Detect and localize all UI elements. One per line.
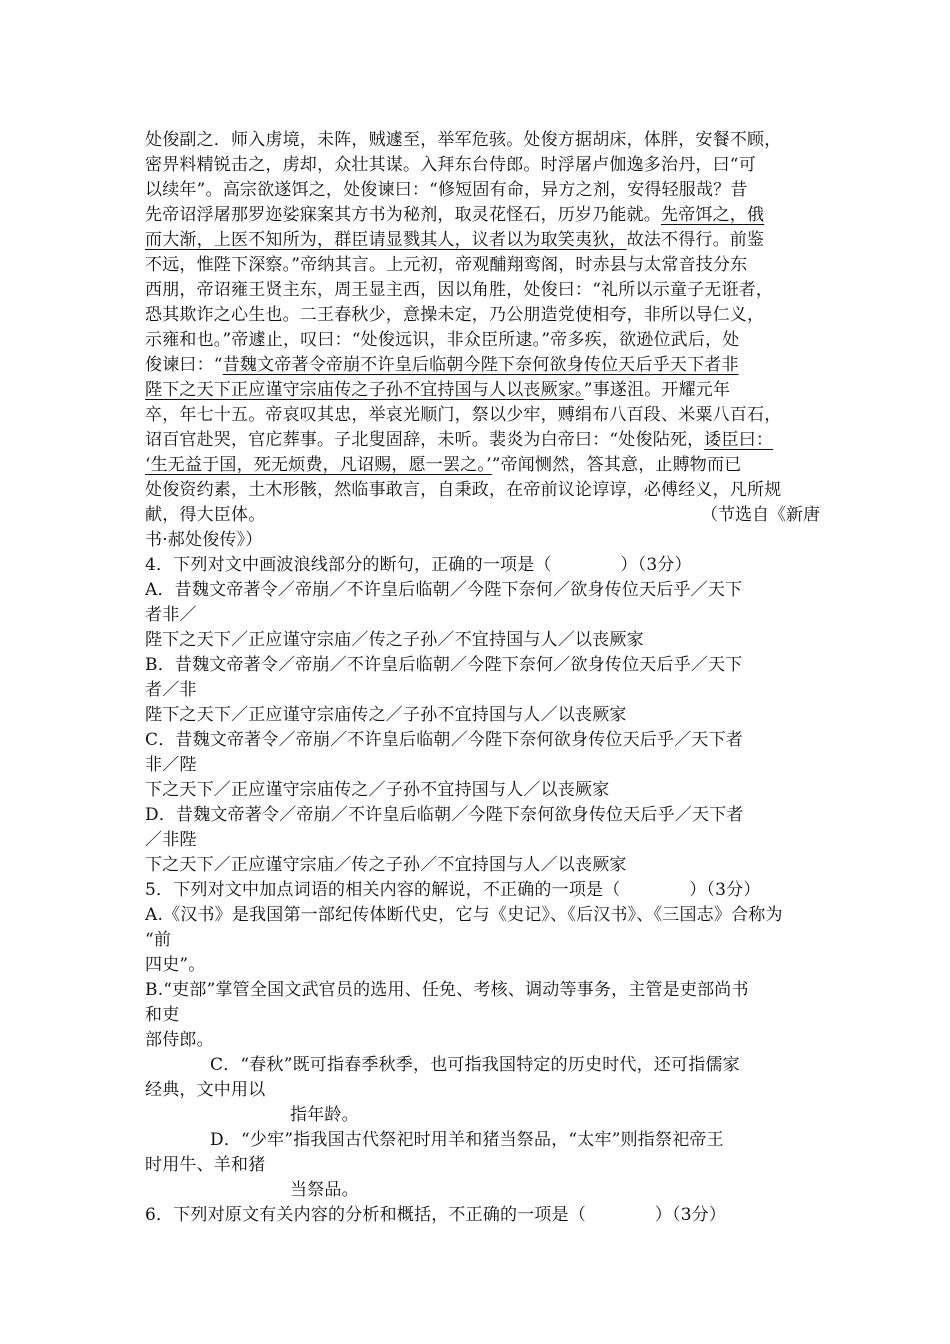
option-d-cont: 时用牛、羊和猪 (145, 1155, 266, 1175)
text: ”帝闻恻然，答其意，止賻物而已 (491, 455, 742, 475)
passage-line (145, 478, 820, 503)
passage-line (145, 378, 820, 403)
option-d: D．“少牢”指我国古代祭祀时用羊和猪当祭品，“太牢”则指祭祀帝王 (210, 1130, 724, 1150)
passage-line (145, 328, 820, 353)
option-c-cont: 指年龄。 (290, 1105, 359, 1125)
text: 故法不得行。前鉴 (626, 230, 765, 250)
source-credit: （节选自《新唐 (701, 505, 820, 525)
passage-line (145, 303, 820, 328)
passage-line (145, 278, 820, 303)
passage-line (145, 403, 820, 428)
text: ”事遂沮。开耀元年 (583, 380, 731, 400)
option-a-cont: 陛下之天下／正应谨守宗庙／传之子孙／不宜持国与人／以丧厥家 (145, 630, 644, 650)
underlined-text: 诿臣曰： (704, 430, 774, 450)
passage-line (145, 428, 820, 453)
wavy-underlined-text: 陛下之天下正应谨守宗庙传之子孙不宜持国与人以丧厥家。 (145, 380, 584, 400)
underlined-text: ‘生无益于国，死无烦费，凡诏赐，愿一罢之。’ (145, 455, 492, 475)
option-c-cont: 下之天下／正应谨守宗庙传之／子孙不宜持国与人／以丧厥家 (145, 780, 610, 800)
text: 恐其欺诈之心生也。二王春秋少，意操未定，乃公朋造党使相夸，非所以导仁义， (145, 305, 765, 325)
option-a-cont: 四史”。 (145, 955, 206, 975)
passage-line (145, 128, 820, 153)
text: 诏百官赴哭，官庀葬事。子北叟固辞，未听。裴炎为白帝曰：“处俊阽死， (145, 430, 705, 450)
text: 先帝诏浮屠那罗迩娑寐案其方书为秘剂，取灵花怪石，历岁乃能就。 (145, 205, 661, 225)
option-d-cont: 下之天下／正应谨守宗庙／传之子孙／不宜持国与人／以丧厥家 (145, 855, 627, 875)
passage-line (145, 228, 820, 253)
question-stem: 4．下列对文中画波浪线部分的断句，正确的一项是（ ）（3分） (145, 555, 692, 575)
text: 不远，惟陛下深察。”帝纳其言。上元初，帝观酺翔鸾阁，时赤县与太常音技分东 (145, 255, 748, 275)
passage-line (145, 528, 820, 553)
text: 密畀料精锐击之，虏却，众壮其谋。入拜东台侍郎。时浮屠卢伽逸多治丹，曰“可 (145, 155, 756, 175)
option-b-cont: 和吏 (145, 1005, 180, 1025)
text: 卒，年七十五。帝哀叹其忠，举哀光顺门，祭以少牢，赙绢布八百段、米粟八百石， (145, 405, 782, 425)
question-stem: 6．下列对原文有关内容的分析和概括，不正确的一项是（ ）（3分） (145, 1205, 727, 1225)
question-stem: 5．下列对文中加点词语的相关内容的解说，不正确的一项是（ ）（3分） (145, 880, 761, 900)
text: 献，得大臣体。 (145, 505, 266, 525)
option-b-cont: 者／非 (145, 680, 197, 700)
option-c: C．“春秋”既可指春季秋季，也可指我国特定的历史时代，还可指儒家 (210, 1055, 740, 1075)
passage-line (145, 178, 820, 203)
text: 示雍和也。”帝遽止，叹曰：“处俊远识，非众臣所逮。”帝多疾，欲逊位武后，处 (145, 330, 740, 350)
option-a-cont: “前 (145, 930, 172, 950)
passage-line (145, 453, 820, 478)
underlined-text: 而大渐，上医不知所为，群臣请显戮其人，议者以为取笑夷狄， (145, 230, 627, 250)
option-b: B．昔魏文帝著令／帝崩／不许皇后临朝／今陛下奈何／欲身传位天后乎／天下 (145, 655, 743, 675)
text: 西朋，帝诏雍王贤主东，周王显主西，因以角胜，处俊曰：“礼所以示童子无诳者， (145, 280, 774, 300)
option-b: B.“吏部”掌管全国文武官员的选用、任免、考核、调动等事务，主管是吏部尚书 (145, 980, 749, 1000)
text: 处俊资约素，土木形骸，然临事敢言，自秉政，在帝前议论谆谆，必傅经义，凡所规 (145, 480, 782, 500)
text: 以续年”。高宗欲遂饵之，处俊谏曰：“修短固有命，异方之剂，安得轻服哉？昔 (145, 180, 748, 200)
text: 书·郝处俊传》） (145, 530, 263, 550)
passage-line (145, 253, 820, 278)
option-b-cont: 陛下之天下／正应谨守宗庙传之／子孙不宜持国与人／以丧厥家 (145, 705, 627, 725)
option-d-cont: 当祭品。 (290, 1180, 359, 1200)
option-d: D．昔魏文帝著令／帝崩／不许皇后临朝／今陛下奈何欲身传位天后乎／天下者 (145, 805, 744, 825)
option-b-cont: 部侍郎。 (145, 1030, 214, 1050)
text: 处俊副之．师入虏境，未阵，贼遽至，举军危骇。处俊方据胡床，体胖，安餐不顾， (145, 130, 782, 150)
option-d-cont: ／非陛 (145, 830, 197, 850)
underlined-text: 先帝饵之，俄 (661, 205, 765, 225)
passage-line (145, 153, 820, 178)
option-c-cont: 经典，文中用以 (145, 1080, 266, 1100)
passage-line (145, 203, 820, 228)
option-a: A.《汉书》是我国第一部纪传体断代史，它与《史记》、《后汉书》、《三国志》合称为 (145, 905, 783, 925)
option-a-cont: 者非／ (145, 605, 197, 625)
text: 俊谏曰：“ (145, 355, 223, 375)
option-c-cont: 非／陛 (145, 755, 197, 775)
passage-line (145, 353, 820, 378)
wavy-underlined-text: 昔魏文帝著令帝崩不许皇后临朝今陛下奈何欲身传位天后乎天下者非 (222, 355, 739, 375)
option-c: C．昔魏文帝著令／帝崩／不许皇后临朝／今陛下奈何欲身传位天后乎／天下者 (145, 730, 744, 750)
option-a: A．昔魏文帝著令／帝崩／不许皇后临朝／今陛下奈何／欲身传位天后乎／天下 (145, 580, 743, 600)
